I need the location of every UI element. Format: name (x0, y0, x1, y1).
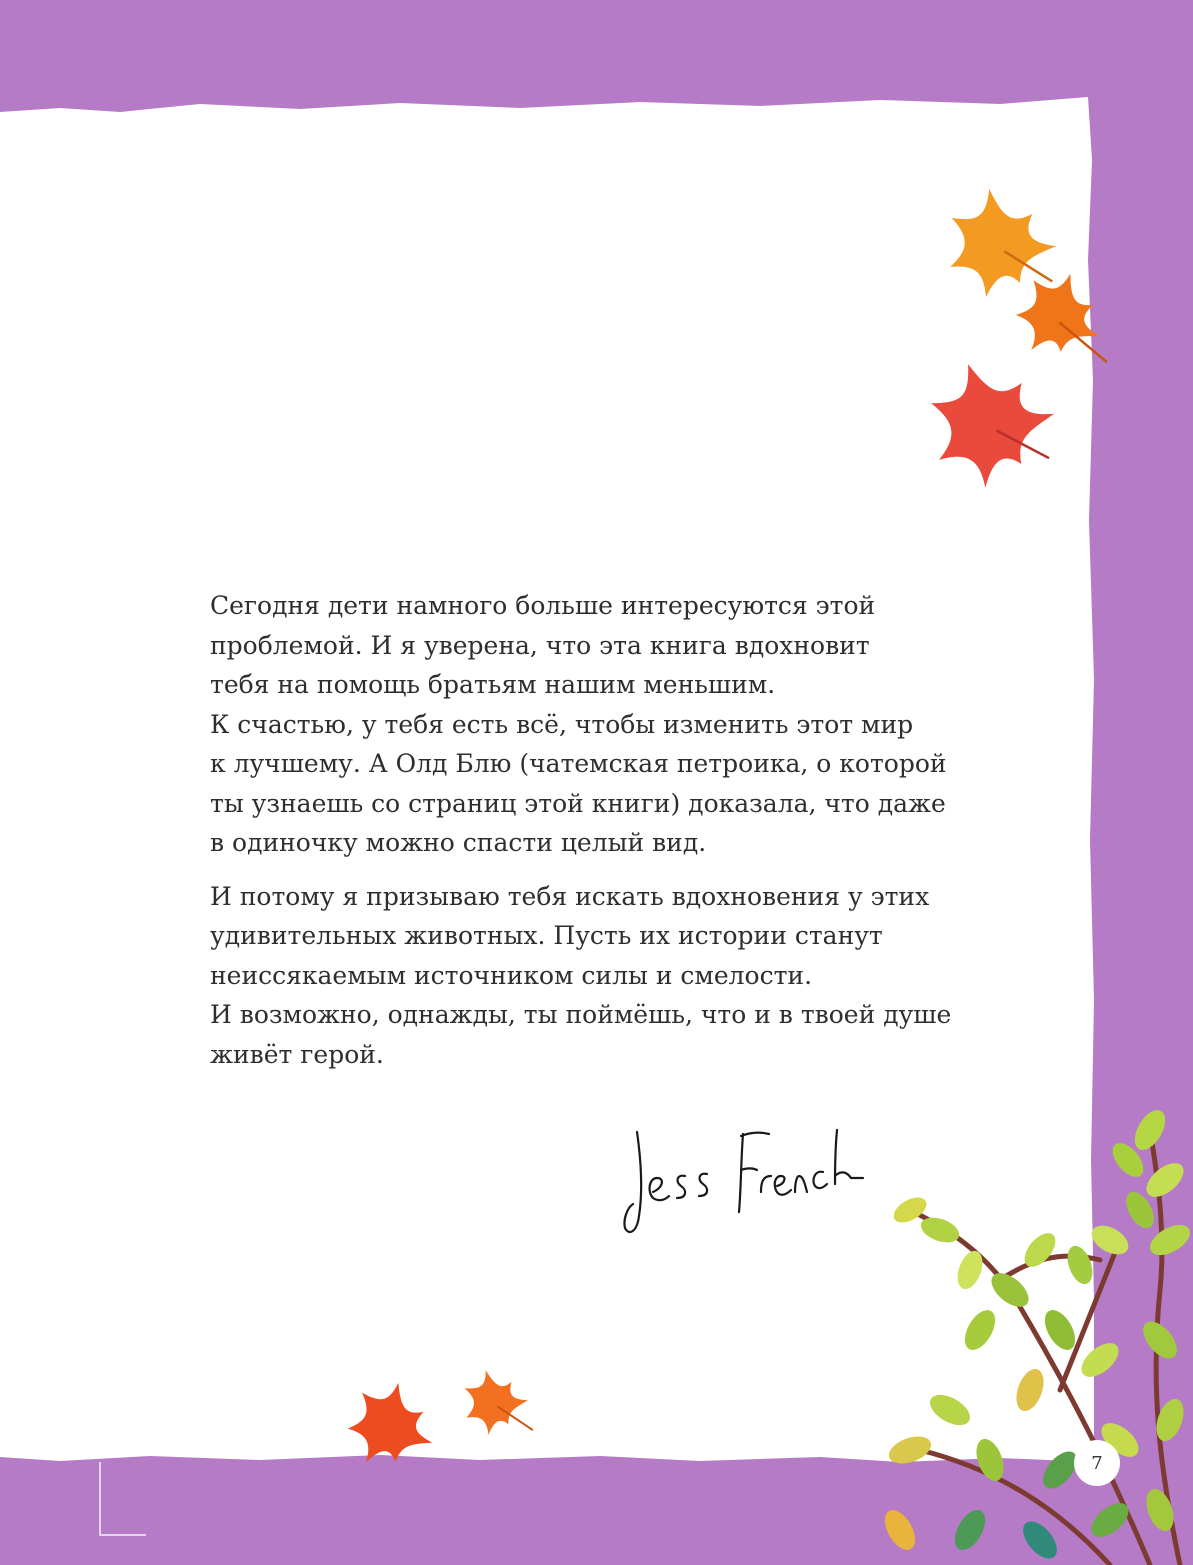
red-orange-leaf (342, 1375, 441, 1473)
falling-leaves-bottom (330, 1360, 550, 1490)
page-number: 7 (1091, 1452, 1103, 1474)
text-line: к лучшему. А Олд Блю (чатемская петроика, о которой (210, 749, 947, 778)
signature-image (615, 1120, 870, 1250)
red-leaf (930, 342, 1070, 499)
text-line: Сегодня дети намного больше интересуются этой (210, 591, 876, 620)
text-line: удивительных животных. Пусть их истории станут (210, 921, 883, 950)
paragraph-1 (210, 586, 950, 863)
falling-leaves-top (930, 180, 1130, 510)
foreword-text (210, 586, 950, 1088)
paragraph-2 (210, 877, 950, 1075)
text-line: живёт герой. (210, 1039, 384, 1069)
text-line: И потому я призываю тебя искать вдохновения у этих (210, 881, 930, 911)
text-line: тебя на помощь братьям нашим меньшим. (210, 670, 776, 699)
text-line: ты узнаешь со страниц этой книги) доказала, что даже (210, 788, 946, 818)
orange-leaf-2 (1008, 263, 1126, 370)
text-line: неиссякаемым источником силы и смелости. (210, 960, 813, 990)
text-line: К счастью, у тебя есть всё, чтобы изменить этот мир (210, 709, 914, 739)
text-line: проблемой. И я уверена, что эта книга вдохновит (210, 630, 870, 660)
paper-shadow-edge (100, 1462, 146, 1535)
text-line: И возможно, однажды, ты поймёшь, что и в твоей душе (210, 1000, 952, 1029)
foliage-branch-decoration (860, 1090, 1193, 1565)
text-line: в одиночку можно спасти целый вид. (210, 828, 707, 857)
orange-leaf-1 (938, 180, 1063, 302)
page-number-badge (1074, 1440, 1120, 1486)
orange-leaf-small (456, 1362, 536, 1446)
